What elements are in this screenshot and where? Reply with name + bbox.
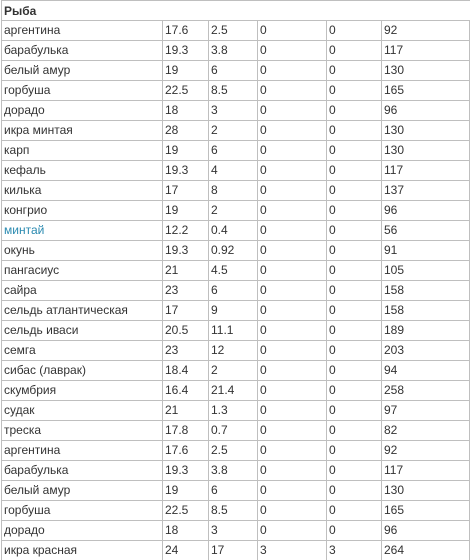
cell-protein: 18 xyxy=(163,521,209,541)
cell-name: икра минтая xyxy=(2,121,163,141)
cell-protein: 17 xyxy=(163,181,209,201)
cell-carbs: 0 xyxy=(258,461,327,481)
cell-protein: 18.4 xyxy=(163,361,209,381)
cell-carbs-2: 0 xyxy=(327,101,382,121)
cell-carbs: 0 xyxy=(258,241,327,261)
cell-name: дорадо xyxy=(2,101,163,121)
cell-protein: 19.3 xyxy=(163,161,209,181)
cell-protein: 17.6 xyxy=(163,21,209,41)
cell-protein: 12.2 xyxy=(163,221,209,241)
cell-protein: 19 xyxy=(163,201,209,221)
cell-kcal: 92 xyxy=(382,441,470,461)
cell-kcal: 165 xyxy=(382,501,470,521)
table-row xyxy=(2,121,470,141)
cell-kcal: 91 xyxy=(382,241,470,261)
cell-kcal: 130 xyxy=(382,61,470,81)
cell-carbs-2: 0 xyxy=(327,501,382,521)
cell-name: треска xyxy=(2,421,163,441)
cell-kcal: 258 xyxy=(382,381,470,401)
cell-kcal: 137 xyxy=(382,181,470,201)
cell-fat: 9 xyxy=(209,301,258,321)
cell-name[interactable]: минтай xyxy=(2,221,163,241)
table-row xyxy=(2,381,470,401)
cell-carbs-2: 0 xyxy=(327,381,382,401)
cell-name: белый амур xyxy=(2,481,163,501)
table-row xyxy=(2,521,470,541)
table-row xyxy=(2,261,470,281)
table-row xyxy=(2,481,470,501)
cell-name: сельдь атлантическая xyxy=(2,301,163,321)
cell-fat: 12 xyxy=(209,341,258,361)
cell-kcal: 56 xyxy=(382,221,470,241)
cell-carbs: 0 xyxy=(258,141,327,161)
table-row xyxy=(2,41,470,61)
cell-protein: 18 xyxy=(163,101,209,121)
cell-carbs-2: 0 xyxy=(327,281,382,301)
cell-fat: 6 xyxy=(209,141,258,161)
table-row xyxy=(2,281,470,301)
cell-kcal: 158 xyxy=(382,281,470,301)
cell-fat: 6 xyxy=(209,281,258,301)
cell-fat: 1.3 xyxy=(209,401,258,421)
table-row xyxy=(2,541,470,560)
cell-protein: 20.5 xyxy=(163,321,209,341)
cell-kcal: 94 xyxy=(382,361,470,381)
cell-carbs-2: 0 xyxy=(327,41,382,61)
table-row xyxy=(2,301,470,321)
table-row xyxy=(2,221,470,241)
table-row xyxy=(2,81,470,101)
table-section-header xyxy=(2,1,470,21)
section-title: Рыба xyxy=(2,1,470,21)
cell-carbs-2: 0 xyxy=(327,521,382,541)
table-row xyxy=(2,361,470,381)
cell-kcal: 130 xyxy=(382,481,470,501)
table-row xyxy=(2,501,470,521)
table-row xyxy=(2,241,470,261)
cell-carbs-2: 0 xyxy=(327,421,382,441)
cell-carbs: 0 xyxy=(258,421,327,441)
cell-name: икра красная xyxy=(2,541,163,560)
cell-fat: 2.5 xyxy=(209,21,258,41)
cell-carbs: 0 xyxy=(258,341,327,361)
cell-kcal: 92 xyxy=(382,21,470,41)
cell-name: аргентина xyxy=(2,441,163,461)
cell-carbs: 0 xyxy=(258,521,327,541)
table-row xyxy=(2,141,470,161)
cell-name: горбуша xyxy=(2,81,163,101)
cell-fat: 2 xyxy=(209,121,258,141)
cell-fat: 0.4 xyxy=(209,221,258,241)
cell-protein: 17.8 xyxy=(163,421,209,441)
cell-name: пангасиус xyxy=(2,261,163,281)
cell-name: сибас (лаврак) xyxy=(2,361,163,381)
cell-fat: 8 xyxy=(209,181,258,201)
table-row xyxy=(2,461,470,481)
cell-carbs-2: 0 xyxy=(327,301,382,321)
cell-carbs: 0 xyxy=(258,21,327,41)
cell-carbs: 0 xyxy=(258,101,327,121)
cell-name: горбуша xyxy=(2,501,163,521)
cell-kcal: 97 xyxy=(382,401,470,421)
cell-carbs: 3 xyxy=(258,541,327,560)
table-row xyxy=(2,441,470,461)
cell-carbs: 0 xyxy=(258,401,327,421)
cell-carbs-2: 0 xyxy=(327,321,382,341)
cell-name: скумбрия xyxy=(2,381,163,401)
cell-carbs: 0 xyxy=(258,61,327,81)
cell-carbs-2: 0 xyxy=(327,161,382,181)
cell-name: карп xyxy=(2,141,163,161)
cell-carbs-2: 0 xyxy=(327,481,382,501)
cell-name: сельдь иваси xyxy=(2,321,163,341)
cell-kcal: 203 xyxy=(382,341,470,361)
cell-fat: 8.5 xyxy=(209,81,258,101)
cell-kcal: 130 xyxy=(382,121,470,141)
cell-carbs-2: 0 xyxy=(327,181,382,201)
cell-fat: 3 xyxy=(209,521,258,541)
table-row xyxy=(2,161,470,181)
cell-kcal: 117 xyxy=(382,461,470,481)
cell-name: кефаль xyxy=(2,161,163,181)
cell-protein: 23 xyxy=(163,341,209,361)
cell-carbs: 0 xyxy=(258,221,327,241)
cell-fat: 3.8 xyxy=(209,461,258,481)
cell-carbs: 0 xyxy=(258,161,327,181)
cell-carbs-2: 0 xyxy=(327,361,382,381)
cell-fat: 8.5 xyxy=(209,501,258,521)
cell-carbs: 0 xyxy=(258,281,327,301)
cell-fat: 2.5 xyxy=(209,441,258,461)
cell-kcal: 117 xyxy=(382,41,470,61)
cell-kcal: 264 xyxy=(382,541,470,560)
cell-protein: 22.5 xyxy=(163,81,209,101)
table-row xyxy=(2,401,470,421)
table-row xyxy=(2,101,470,121)
cell-name: окунь xyxy=(2,241,163,261)
cell-fat: 11.1 xyxy=(209,321,258,341)
cell-protein: 19.3 xyxy=(163,41,209,61)
cell-protein: 24 xyxy=(163,541,209,560)
table-row xyxy=(2,61,470,81)
cell-protein: 28 xyxy=(163,121,209,141)
cell-kcal: 96 xyxy=(382,521,470,541)
cell-carbs-2: 0 xyxy=(327,241,382,261)
cell-kcal: 96 xyxy=(382,201,470,221)
cell-name: аргентина xyxy=(2,21,163,41)
cell-carbs-2: 3 xyxy=(327,541,382,560)
cell-carbs-2: 0 xyxy=(327,261,382,281)
cell-protein: 19.3 xyxy=(163,461,209,481)
cell-carbs: 0 xyxy=(258,301,327,321)
cell-kcal: 117 xyxy=(382,161,470,181)
table-row xyxy=(2,21,470,41)
cell-protein: 19 xyxy=(163,61,209,81)
cell-protein: 21 xyxy=(163,401,209,421)
cell-carbs-2: 0 xyxy=(327,401,382,421)
cell-carbs-2: 0 xyxy=(327,121,382,141)
cell-name: килька xyxy=(2,181,163,201)
cell-name: барабулька xyxy=(2,41,163,61)
cell-name: конгрио xyxy=(2,201,163,221)
cell-carbs: 0 xyxy=(258,321,327,341)
cell-carbs: 0 xyxy=(258,441,327,461)
cell-fat: 0.92 xyxy=(209,241,258,261)
cell-carbs-2: 0 xyxy=(327,141,382,161)
cell-protein: 19 xyxy=(163,141,209,161)
cell-carbs: 0 xyxy=(258,201,327,221)
cell-carbs-2: 0 xyxy=(327,461,382,481)
cell-fat: 21.4 xyxy=(209,381,258,401)
cell-carbs: 0 xyxy=(258,121,327,141)
table-row xyxy=(2,421,470,441)
cell-carbs: 0 xyxy=(258,381,327,401)
cell-carbs-2: 0 xyxy=(327,221,382,241)
cell-carbs: 0 xyxy=(258,41,327,61)
cell-kcal: 105 xyxy=(382,261,470,281)
cell-carbs-2: 0 xyxy=(327,81,382,101)
cell-name: белый амур xyxy=(2,61,163,81)
cell-carbs-2: 0 xyxy=(327,201,382,221)
cell-kcal: 189 xyxy=(382,321,470,341)
cell-fat: 3 xyxy=(209,101,258,121)
cell-name: сайра xyxy=(2,281,163,301)
cell-kcal: 130 xyxy=(382,141,470,161)
cell-fat: 6 xyxy=(209,481,258,501)
cell-protein: 19 xyxy=(163,481,209,501)
cell-carbs: 0 xyxy=(258,501,327,521)
cell-fat: 3.8 xyxy=(209,41,258,61)
fish-nutrition-table xyxy=(1,0,470,560)
cell-carbs: 0 xyxy=(258,261,327,281)
cell-kcal: 158 xyxy=(382,301,470,321)
cell-name: судак xyxy=(2,401,163,421)
table-row xyxy=(2,201,470,221)
cell-protein: 19.3 xyxy=(163,241,209,261)
cell-protein: 21 xyxy=(163,261,209,281)
table-row xyxy=(2,321,470,341)
cell-fat: 6 xyxy=(209,61,258,81)
cell-carbs: 0 xyxy=(258,481,327,501)
cell-carbs-2: 0 xyxy=(327,441,382,461)
cell-kcal: 165 xyxy=(382,81,470,101)
cell-fat: 2 xyxy=(209,201,258,221)
cell-carbs-2: 0 xyxy=(327,61,382,81)
cell-carbs-2: 0 xyxy=(327,21,382,41)
cell-carbs: 0 xyxy=(258,181,327,201)
cell-fat: 4 xyxy=(209,161,258,181)
cell-carbs: 0 xyxy=(258,361,327,381)
cell-carbs-2: 0 xyxy=(327,341,382,361)
cell-name: барабулька xyxy=(2,461,163,481)
cell-kcal: 96 xyxy=(382,101,470,121)
cell-protein: 17.6 xyxy=(163,441,209,461)
cell-protein: 23 xyxy=(163,281,209,301)
cell-name: семга xyxy=(2,341,163,361)
cell-kcal: 82 xyxy=(382,421,470,441)
cell-name: дорадо xyxy=(2,521,163,541)
cell-carbs: 0 xyxy=(258,81,327,101)
cell-fat: 17 xyxy=(209,541,258,560)
table-row xyxy=(2,181,470,201)
cell-protein: 22.5 xyxy=(163,501,209,521)
cell-fat: 4.5 xyxy=(209,261,258,281)
cell-fat: 0.7 xyxy=(209,421,258,441)
cell-fat: 2 xyxy=(209,361,258,381)
table-body xyxy=(2,21,470,560)
cell-protein: 16.4 xyxy=(163,381,209,401)
table-row xyxy=(2,341,470,361)
cell-protein: 17 xyxy=(163,301,209,321)
